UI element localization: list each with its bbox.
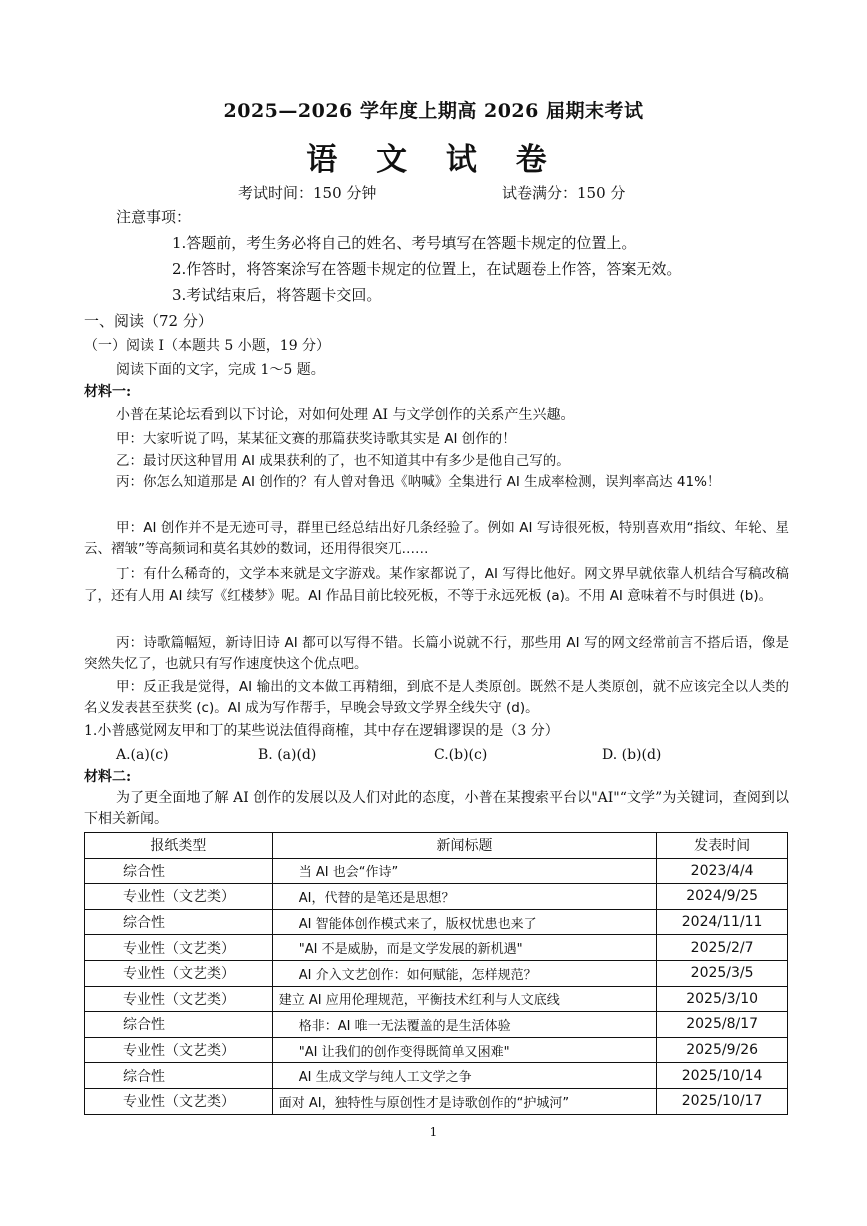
material1-intro: 小普在某论坛看到以下讨论，对如何处理 AI 与文学创作的关系产生兴趣。 bbox=[116, 407, 575, 423]
news-headline: AI，代替的是笔还是思想？ bbox=[272, 884, 656, 910]
table-row bbox=[85, 1063, 788, 1089]
column-header: 报纸类型 bbox=[85, 833, 273, 859]
table-row bbox=[85, 1088, 788, 1114]
publish-date: 2025/9/26 bbox=[657, 1037, 788, 1063]
newspaper-type: 专业性（文艺类） bbox=[85, 1088, 273, 1114]
news-table bbox=[84, 832, 788, 1115]
material2-intro: 为了更全面地了解 AI 创作的发展以及人们对此的态度，小普在某搜索平台以"AI"“文学”为关键词，查阅到以下相关新闻。 bbox=[84, 790, 789, 827]
publish-date: 2025/10/14 bbox=[657, 1063, 788, 1089]
newspaper-type: 专业性（文艺类） bbox=[85, 1037, 273, 1063]
dialogue-line: 丁：有什么稀奇的，文学本来就是文字游戏。某作家都说了，AI 写得比他好。网文界早就依靠人机结合写稿改稿了，还有人用 AI 续写《红楼梦》呢。AI 作品目前比较死板，不等于永远死板 (a)。不用 AI 意味着不与时俱进 (b)。 bbox=[84, 566, 789, 604]
news-headline: AI 生成文学与纯人工文学之争 bbox=[272, 1063, 656, 1089]
publish-date: 2025/3/5 bbox=[657, 960, 788, 986]
table-row bbox=[85, 884, 788, 910]
option-b: B. (a)(d) bbox=[258, 747, 317, 763]
news-headline: AI 介入文艺创作：如何赋能，怎样规范？ bbox=[272, 960, 656, 986]
publish-date: 2024/11/11 bbox=[657, 909, 788, 935]
option-a: A.(a)(c) bbox=[116, 747, 169, 763]
table-row bbox=[85, 1012, 788, 1038]
page-number: 1 bbox=[429, 1125, 438, 1139]
news-headline: "AI 让我们的创作变得既简单又困难" bbox=[272, 1037, 656, 1063]
news-headline: 建立 AI 应用伦理规范，平衡技术红利与人文底线 bbox=[272, 986, 656, 1012]
dialogue-line: 乙：最讨厌这种冒用 AI 成果获利的了，也不知道其中有多少是他自己写的。 bbox=[116, 453, 570, 469]
question-1-stem: 1.小普感觉网友甲和丁的某些说法值得商榷，其中存在逻辑谬误的是（3 分） bbox=[84, 723, 559, 739]
note-item: 1.答题前，考生务必将自己的姓名、考号填写在答题卡规定的位置上。 bbox=[172, 234, 637, 252]
publish-date: 2024/9/25 bbox=[657, 884, 788, 910]
table-row bbox=[85, 935, 788, 961]
dialogue-line: 丙：你怎么知道那是 AI 创作的？有人曾对鲁迅《呐喊》全集进行 AI 生成率检测，误判率高达 41%！ bbox=[116, 474, 721, 490]
newspaper-type: 专业性（文艺类） bbox=[85, 884, 273, 910]
subject-title: 语 文 试 卷 bbox=[306, 142, 561, 178]
table-row bbox=[85, 960, 788, 986]
column-header: 发表时间 bbox=[657, 833, 788, 859]
news-headline: AI 智能体创作模式来了，版权忧患也来了 bbox=[272, 909, 656, 935]
dialogue-line: 甲：大家听说了吗，某某征文赛的那篇获奖诗歌其实是 AI 创作的！ bbox=[116, 431, 516, 447]
column-header: 新闻标题 bbox=[272, 833, 656, 859]
dialogue-line: 甲：AI 创作并不是无迹可寻，群里已经总结出好几条经验了。例如 AI 写诗很死板，特别喜欢用“指纹、年轮、星云、褶皱”等高频词和莫名其妙的数词，还用得很突兀…… bbox=[84, 520, 789, 557]
exam-name: 2025—2026 学年度上期高 2026 届期末考试 bbox=[223, 100, 644, 122]
news-headline: 当 AI 也会“作诗” bbox=[272, 858, 656, 884]
material1-label: 材料一: bbox=[84, 384, 132, 400]
table-row bbox=[85, 909, 788, 935]
exam-score: 试卷满分：150 分 bbox=[502, 184, 626, 202]
newspaper-type: 专业性（文艺类） bbox=[85, 935, 273, 961]
newspaper-type: 综合性 bbox=[85, 1063, 273, 1089]
notes-heading: 注意事项： bbox=[116, 208, 192, 226]
newspaper-type: 综合性 bbox=[85, 1012, 273, 1038]
note-item: 2.作答时，将答案涂写在答题卡规定的位置上，在试题卷上作答，答案无效。 bbox=[172, 260, 682, 278]
option-d: D. (b)(d) bbox=[602, 747, 662, 763]
table-row bbox=[85, 986, 788, 1012]
publish-date: 2025/10/17 bbox=[657, 1088, 788, 1114]
news-headline: "AI 不是威胁，而是文学发展的新机遇" bbox=[272, 935, 656, 961]
newspaper-type: 综合性 bbox=[85, 858, 273, 884]
newspaper-type: 专业性（文艺类） bbox=[85, 986, 273, 1012]
news-headline: 面对 AI，独特性与原创性才是诗歌创作的“护城河” bbox=[272, 1088, 656, 1114]
newspaper-type: 综合性 bbox=[85, 909, 273, 935]
material2-label: 材料二: bbox=[84, 769, 132, 785]
news-headline: 格非：AI 唯一无法覆盖的是生活体验 bbox=[272, 1012, 656, 1038]
section-subtitle: （一）阅读 I（本题共 5 小题，19 分） bbox=[84, 338, 331, 354]
section-instruction: 阅读下面的文字，完成 1～5 题。 bbox=[116, 362, 325, 378]
dialogue-line: 丙：诗歌篇幅短，新诗旧诗 AI 都可以写得不错。长篇小说就不行，那些用 AI 写的网文经常前言不搭后语，像是突然失忆了，也就只有写作速度快这个优点吧。 bbox=[84, 635, 789, 672]
table-row bbox=[85, 858, 788, 884]
publish-date: 2025/3/10 bbox=[657, 986, 788, 1012]
note-item: 3.考试结束后，将答题卡交回。 bbox=[172, 286, 382, 304]
publish-date: 2025/8/17 bbox=[657, 1012, 788, 1038]
option-c: C.(b)(c) bbox=[434, 747, 488, 763]
publish-date: 2023/4/4 bbox=[657, 858, 788, 884]
exam-time: 考试时间：150 分钟 bbox=[238, 184, 377, 202]
table-row bbox=[85, 1037, 788, 1063]
section-title: 一、阅读（72 分） bbox=[84, 312, 213, 330]
dialogue-line: 甲：反正我是觉得，AI 输出的文本做工再精细，到底不是人类原创。既然不是人类原创，就不应该完全以人类的名义发表甚至获奖 (c)。AI 成为写作帮手，早晚会导致文学界全线失守 (d)。 bbox=[84, 679, 789, 716]
newspaper-type: 专业性（文艺类） bbox=[85, 960, 273, 986]
table-header-row bbox=[85, 833, 788, 859]
publish-date: 2025/2/7 bbox=[657, 935, 788, 961]
